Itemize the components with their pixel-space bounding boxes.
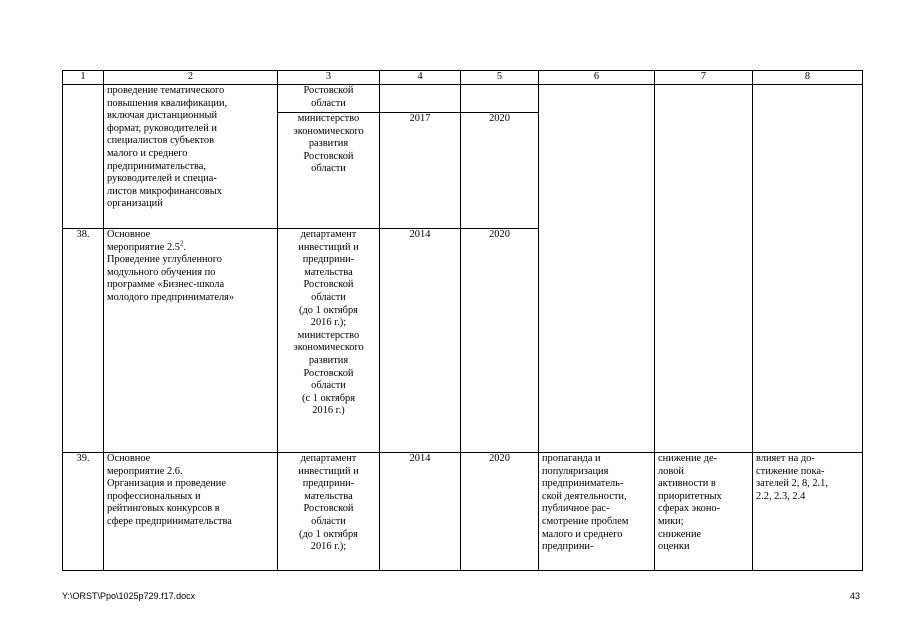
row38-footnote-mark: 2 bbox=[179, 239, 184, 248]
row38-start-cell: 2014 bbox=[380, 229, 461, 453]
header-cell-4: 4 bbox=[380, 71, 461, 85]
header-cell-7: 7 bbox=[655, 71, 753, 85]
row38-desc-line2-tail: . bbox=[183, 241, 187, 253]
cont-exec-a-cell: Ростовской области bbox=[278, 85, 380, 113]
header-cell-3: 3 bbox=[278, 71, 380, 85]
merged-consequence-cell bbox=[655, 85, 753, 453]
header-cell-1: 1 bbox=[63, 71, 104, 85]
row38-end-cell: 2020 bbox=[461, 229, 539, 453]
header-cell-5: 5 bbox=[461, 71, 539, 85]
cont-start-a-cell bbox=[380, 85, 461, 113]
header-cell-2: 2 bbox=[104, 71, 278, 85]
header-row bbox=[63, 71, 863, 85]
table-row bbox=[63, 85, 863, 113]
page-number: 43 bbox=[849, 591, 860, 601]
row38-desc-line2: мероприятие 2.5 bbox=[107, 241, 180, 253]
row39-num-cell: 39. bbox=[63, 453, 104, 571]
program-table bbox=[62, 70, 863, 571]
cont-start-b-cell: 2017 bbox=[380, 113, 461, 229]
cont-num-cell bbox=[63, 85, 104, 229]
merged-result-cell bbox=[539, 85, 655, 453]
row39-result-cell: пропаганда и популяризация предприниматель- ской деятельности, публичное рас- смотрение проблем малого и среднего предприни- bbox=[539, 453, 655, 571]
header-cell-8: 8 bbox=[753, 71, 863, 85]
cont-end-a-cell bbox=[461, 85, 539, 113]
row39-end-cell: 2020 bbox=[461, 453, 539, 571]
row39-exec-cell: департамент инвестиций и предприни- мательства Ростовской области (до 1 октября 2016 г.); bbox=[278, 453, 380, 571]
row39-consequence-cell: снижение де- ловой активности в приоритетных сферах эконо- мики; снижение оценки bbox=[655, 453, 753, 571]
header-cell-6: 6 bbox=[539, 71, 655, 85]
row38-desc-cell bbox=[104, 229, 278, 453]
cont-exec-b-cell: министерство экономического развития Ростовской области bbox=[278, 113, 380, 229]
row38-num-cell: 38. bbox=[63, 229, 104, 453]
row38-desc-rest: Проведение углубленного модульного обучения по программе «Бизнес-школа молодого предпринимателя» bbox=[107, 254, 235, 303]
cont-desc-cell: проведение тематического повышения квалификации, включая дистанционный формат, руководителей и специалистов субъектов малого и среднего предпринимательства, руководителей и специа- листов микрофинансовых организаций bbox=[104, 85, 278, 229]
file-path: Y:\ORST\Ppo\1025p729.f17.docx bbox=[62, 591, 196, 601]
merged-indicators-cell bbox=[753, 85, 863, 453]
row39-indicators-cell: влияет на до- стижение пока- зателей 2, 8, 2.1, 2.2, 2.3, 2.4 bbox=[753, 453, 863, 571]
cont-end-b-cell: 2020 bbox=[461, 113, 539, 229]
table-row bbox=[63, 453, 863, 571]
row39-desc-cell: Основное мероприятие 2.6. Организация и проведение профессиональных и рейтинговых конкурсов в сфере предпринимательства bbox=[104, 453, 278, 571]
row38-exec-cell: департамент инвестиций и предприни- мательства Ростовской области (до 1 октября 2016 г.); министерство экономического развития Ростовской области (с 1 октября 2016 г.) bbox=[278, 229, 380, 453]
row39-start-cell: 2014 bbox=[380, 453, 461, 571]
row38-desc-line1: Основное bbox=[107, 229, 151, 240]
